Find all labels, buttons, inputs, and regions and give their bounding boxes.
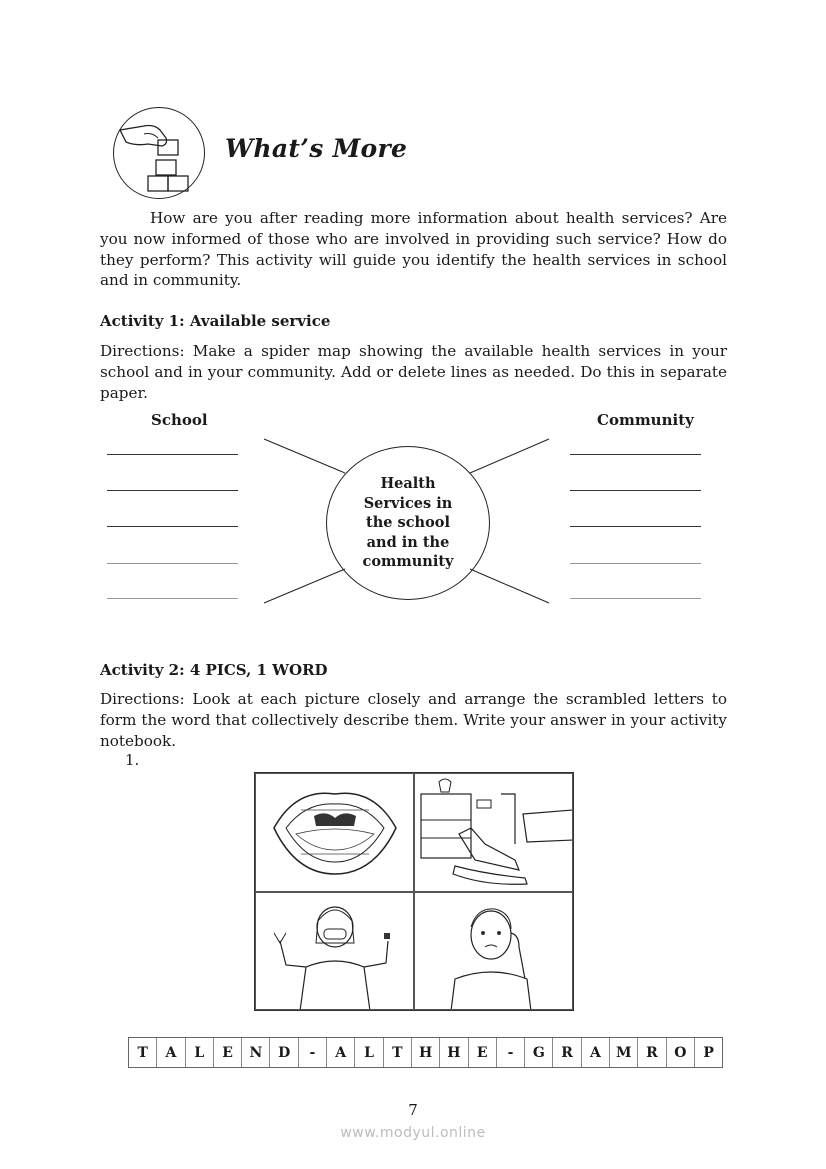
letter-box: G xyxy=(525,1038,553,1067)
letter-box: O xyxy=(667,1038,695,1067)
letter-box: L xyxy=(186,1038,214,1067)
letter-box: D xyxy=(270,1038,298,1067)
letter-box: N xyxy=(242,1038,270,1067)
dentist-picture xyxy=(255,892,414,1011)
page-number: 7 xyxy=(408,1101,418,1119)
letter-box: E xyxy=(469,1038,497,1067)
letter-box: P xyxy=(703,1044,714,1061)
school-label: School xyxy=(151,411,208,429)
open-mouth-teeth-picture xyxy=(255,773,414,892)
letter-box: T xyxy=(129,1038,157,1067)
toothache-picture xyxy=(414,892,573,1011)
activity1-heading: Activity 1: Available service xyxy=(100,312,331,330)
letter-box: T xyxy=(384,1038,412,1067)
letter-box: R xyxy=(553,1038,581,1067)
dental-chair-picture xyxy=(414,773,573,892)
letter-box: R xyxy=(638,1038,666,1067)
letter-box: M xyxy=(610,1038,638,1067)
community-label: Community xyxy=(597,411,694,429)
activity1-directions: Directions: Make a spider map showing the available health services in your school and in your community. Add or delete lines as needed. Do this in separate paper. xyxy=(100,342,727,402)
letter-box: L xyxy=(355,1038,383,1067)
watermark: www.modyul.online xyxy=(340,1125,486,1141)
letter-box: A xyxy=(157,1038,185,1067)
intro-paragraph: How are you after reading more information about health services? Are you now informed of those who are involved in providing such service? How do they perform? This activity will guide you identify the health services in school and in community. xyxy=(100,209,727,290)
item-number: 1. xyxy=(125,751,140,769)
letter-box: - xyxy=(299,1038,327,1067)
letter-box: - xyxy=(497,1038,525,1067)
spider-map-center xyxy=(326,446,490,600)
activity2-directions: Directions: Look at each picture closely and arrange the scrambled letters to form the word that collectively describe them. Write your answer in your activity notebook. xyxy=(100,690,727,750)
section-title: What’s More xyxy=(225,134,408,163)
four-pics-grid xyxy=(254,772,574,1011)
letter-box: A xyxy=(327,1038,355,1067)
scrambled-letters-row xyxy=(128,1037,723,1068)
spider-map-center-text: Health Services in the school and in the community xyxy=(362,475,454,571)
letter-box: H xyxy=(412,1038,440,1067)
activity2-heading: Activity 2: 4 PICS, 1 WORD xyxy=(100,661,328,679)
letter-box: H xyxy=(440,1038,468,1067)
letter-box: E xyxy=(214,1038,242,1067)
letter-box: A xyxy=(582,1038,610,1067)
